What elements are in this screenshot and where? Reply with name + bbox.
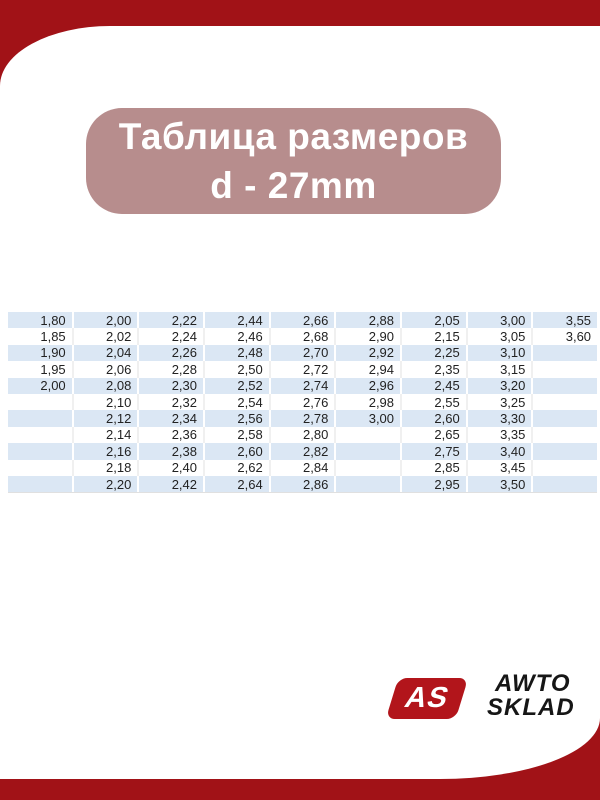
table-cell: 2,38 (139, 443, 205, 459)
table-cell: 3,55 (565, 312, 592, 328)
table-cell (336, 460, 402, 476)
table-cell: 2,46 (205, 328, 271, 344)
table-cell (8, 460, 74, 476)
table-cell: 3,45 (468, 460, 534, 476)
table-cell: 3,25 (468, 394, 534, 410)
table-cell: 2,98 (336, 394, 402, 410)
table-cell (336, 427, 402, 443)
logo-word-sklad: SKLAD (487, 694, 575, 721)
logo-as-badge-icon (386, 678, 469, 719)
table-row (8, 345, 597, 361)
table-cell: 2,75 (402, 443, 468, 459)
table-cell: 2,22 (139, 312, 205, 328)
table-cell: 2,66 (271, 312, 337, 328)
table-cell: 2,04 (74, 345, 140, 361)
table-cell: 2,88 (336, 312, 402, 328)
table-cell: 2,00 (74, 312, 140, 328)
brand-logo (388, 670, 578, 750)
table-cell: 2,54 (205, 394, 271, 410)
table-cell: 2,84 (271, 460, 337, 476)
table-cell: 2,00 (8, 378, 74, 394)
table-cell: 2,58 (205, 427, 271, 443)
table-cell: 2,50 (205, 361, 271, 377)
table-cell: 2,02 (74, 328, 140, 344)
table-cell (8, 443, 74, 459)
table-row (8, 328, 597, 344)
table-row (8, 443, 597, 459)
table-cell (533, 410, 597, 426)
table-cell: 2,35 (402, 361, 468, 377)
table-cell: 2,64 (205, 476, 271, 492)
table-cell: 2,94 (336, 361, 402, 377)
logo-wordmark (487, 672, 575, 720)
title-box (86, 108, 501, 214)
table-cell (8, 476, 74, 492)
table-cell: 2,60 (402, 410, 468, 426)
table-cell: 3,20 (468, 378, 534, 394)
white-sheet (0, 26, 600, 779)
table-cell: 3,15 (468, 361, 534, 377)
table-cell: 3,40 (468, 443, 534, 459)
table-cell: 2,25 (402, 345, 468, 361)
table-cell: 2,78 (271, 410, 337, 426)
table-cell (533, 394, 597, 410)
table-cell: 2,56 (205, 410, 271, 426)
table-cell: 2,42 (139, 476, 205, 492)
table-cell: 2,86 (271, 476, 337, 492)
table-cell: 2,36 (139, 427, 205, 443)
table-row (8, 460, 597, 476)
title-line-1: Таблица размеров (118, 116, 469, 157)
table-cell: 3,05 (468, 328, 534, 344)
table-cell (8, 427, 74, 443)
table-cell: 2,62 (205, 460, 271, 476)
table-cell: 2,18 (74, 460, 140, 476)
table-cell (533, 460, 597, 476)
table-cell: 2,96 (336, 378, 402, 394)
table-cell: 2,55 (402, 394, 468, 410)
table-cell (533, 427, 597, 443)
table-cell: 3,60 (565, 329, 592, 345)
table-row (8, 394, 597, 410)
table-cell: 2,92 (336, 345, 402, 361)
table-cell: 2,82 (271, 443, 337, 459)
table-cell: 2,68 (271, 328, 337, 344)
table-cell: 2,24 (139, 328, 205, 344)
table-cell (533, 378, 597, 394)
table-cell: 2,12 (74, 410, 140, 426)
table-cell: 2,70 (271, 345, 337, 361)
table-cell: 2,74 (271, 378, 337, 394)
table-row (8, 361, 597, 377)
table-cell (336, 476, 402, 492)
table-cell: 3,30 (468, 410, 534, 426)
table-cell: 1,95 (8, 361, 74, 377)
table-cell: 2,72 (271, 361, 337, 377)
table-cell: 3,10 (468, 345, 534, 361)
table-cell: 2,85 (402, 460, 468, 476)
table-cell (336, 443, 402, 459)
table-cell (8, 394, 74, 410)
table-cell: 2,06 (74, 361, 140, 377)
table-cell: 2,48 (205, 345, 271, 361)
table-cell: 1,80 (8, 312, 74, 328)
table-cell (533, 443, 597, 459)
table-row (8, 410, 597, 426)
table-cell (533, 476, 597, 492)
table-row (8, 476, 597, 492)
logo-word-awto: AWTO (495, 670, 571, 697)
table-cell (533, 361, 597, 377)
table-cell: 2,20 (74, 476, 140, 492)
size-table (8, 312, 597, 493)
table-cell: 2,90 (336, 328, 402, 344)
table-cell: 2,30 (139, 378, 205, 394)
table-cell (533, 345, 597, 361)
table-row (8, 427, 597, 443)
table-cell: 2,60 (205, 443, 271, 459)
table-cell: 2,14 (74, 427, 140, 443)
table-cell: 2,76 (271, 394, 337, 410)
table-cell (8, 410, 74, 426)
table-cell: 1,90 (8, 345, 74, 361)
table-cell: 2,95 (402, 476, 468, 492)
table-cell: 2,28 (139, 361, 205, 377)
table-cell: 3,00 (468, 312, 534, 328)
table-row (8, 312, 597, 328)
logo-badge-text: AS (401, 682, 454, 714)
table-cell: 2,45 (402, 378, 468, 394)
table-cell: 2,15 (402, 328, 468, 344)
table-cell: 2,32 (139, 394, 205, 410)
table-cell: 3,35 (468, 427, 534, 443)
table-cell: 2,08 (74, 378, 140, 394)
table-cell: 2,10 (74, 394, 140, 410)
table-cell: 2,80 (271, 427, 337, 443)
table-cell: 2,05 (402, 312, 468, 328)
table-cell: 2,44 (205, 312, 271, 328)
title-line-2: d - 27mm (210, 165, 377, 206)
table-cell: 3,50 (468, 476, 534, 492)
table-cell: 2,52 (205, 378, 271, 394)
table-cell: 2,34 (139, 410, 205, 426)
table-cell: 2,16 (74, 443, 140, 459)
table-cell: 2,40 (139, 460, 205, 476)
table-cell: 2,65 (402, 427, 468, 443)
table-cell: 1,85 (8, 328, 74, 344)
table-row (8, 378, 597, 394)
table-cell: 2,26 (139, 345, 205, 361)
table-cell: 3,00 (336, 410, 402, 426)
